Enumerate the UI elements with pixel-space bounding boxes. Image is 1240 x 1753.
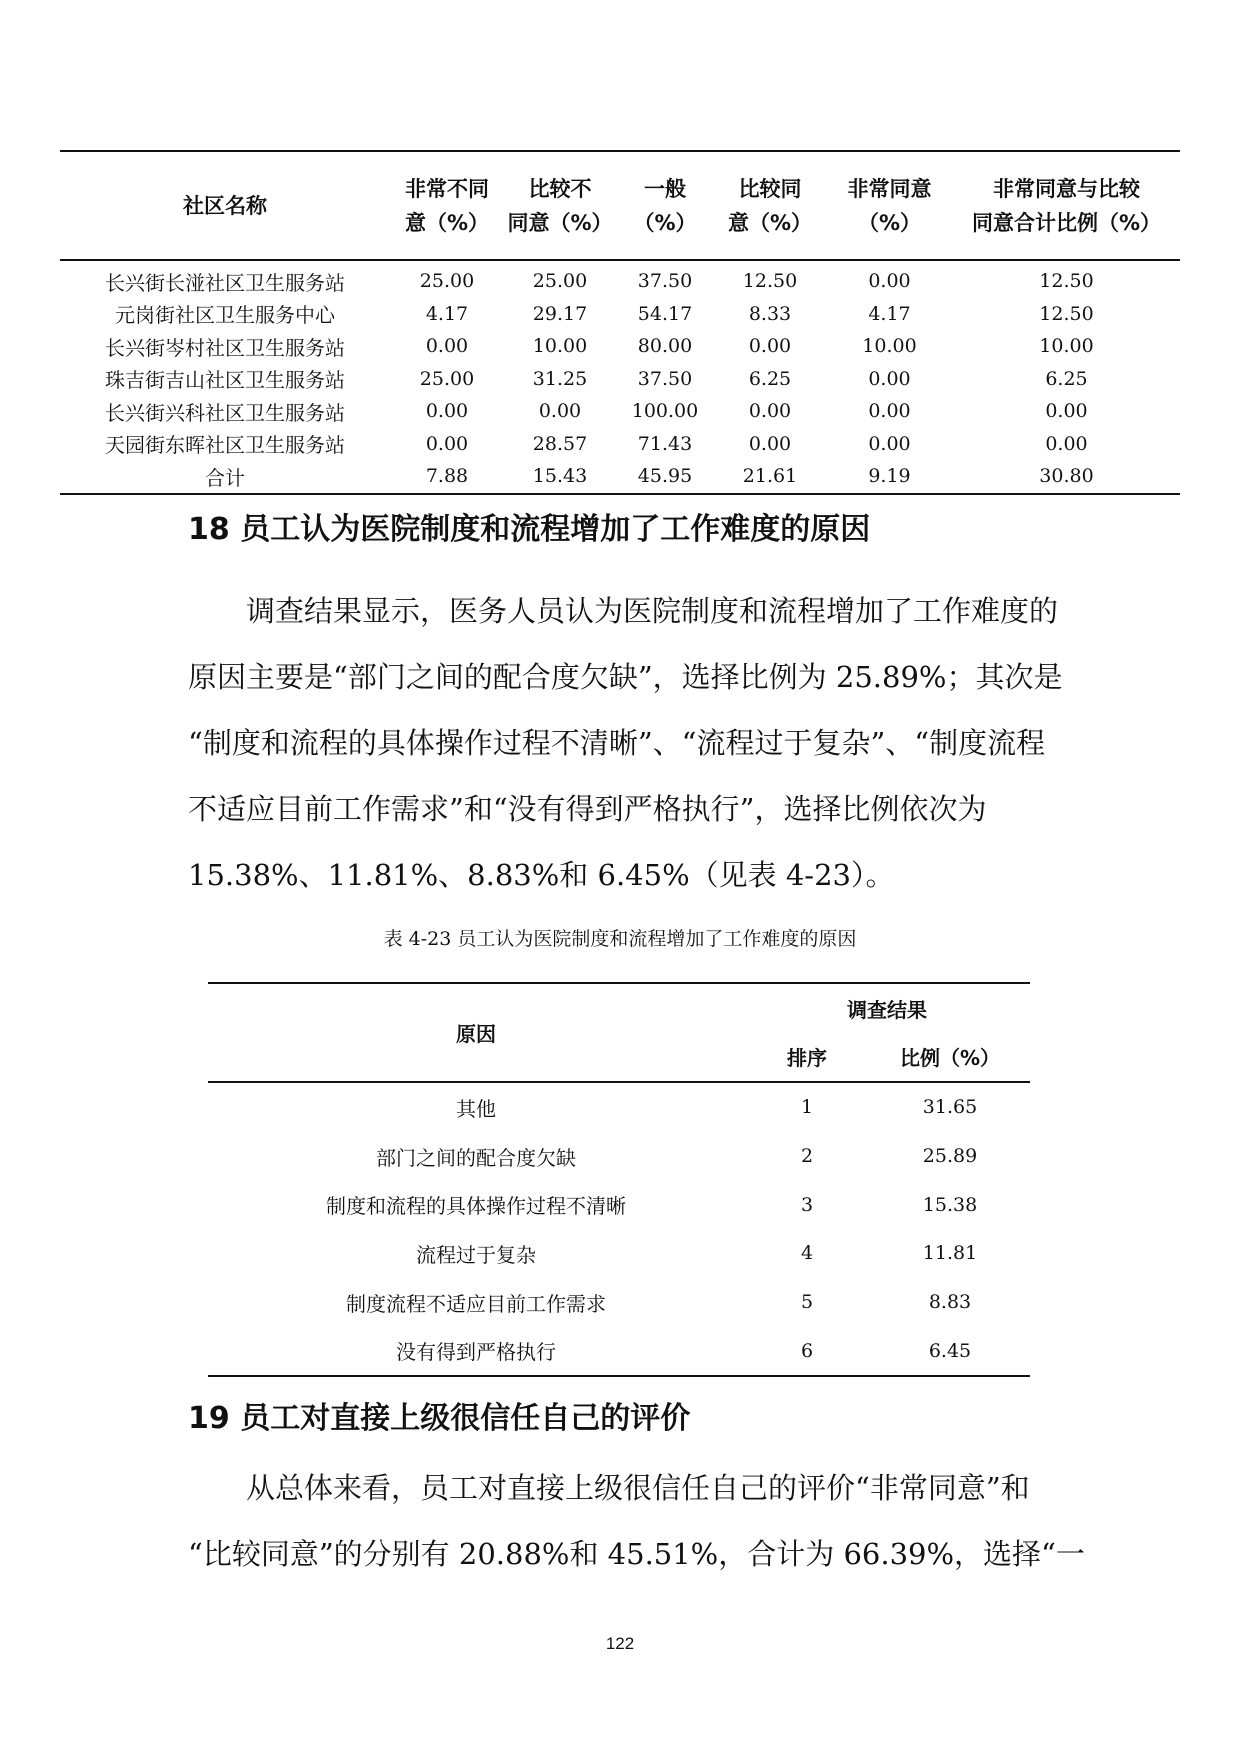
table-cell: 11.81 — [922, 1242, 978, 1265]
table-cell: 其他 — [456, 1096, 496, 1121]
table-cell: 10.00 — [1039, 335, 1094, 358]
table-cell: 12.50 — [1039, 302, 1094, 325]
table-cell: 合计 — [205, 465, 245, 490]
table-cell: 长兴街岑村社区卫生服务站 — [105, 335, 345, 360]
table-cell: 0.00 — [748, 432, 792, 455]
header-rank: 排序 — [787, 1046, 827, 1070]
table-cell: 元岗街社区卫生服务中心 — [115, 303, 335, 328]
table-cell: 28.57 — [532, 432, 588, 455]
table-cell: 5 — [800, 1291, 814, 1314]
table-row — [60, 395, 1180, 428]
table-row — [208, 1278, 1030, 1327]
table-cell: 2 — [800, 1145, 814, 1168]
paragraph-line: “比较同意”的分别有 20.88%和 45.51%，合计为 66.39%，选择“一 — [188, 1537, 1085, 1571]
table-header-row — [208, 983, 1030, 1032]
table-cell: 0.00 — [868, 270, 911, 293]
section-18-paragraph — [188, 578, 1063, 908]
community-satisfaction-table — [60, 150, 1180, 495]
table-row — [60, 363, 1180, 396]
table-cell: 1 — [800, 1096, 814, 1119]
table-row — [208, 1229, 1030, 1278]
table-cell: 0.00 — [538, 400, 582, 423]
table-cell: 9.19 — [868, 465, 911, 488]
table-cell: 6.25 — [1045, 367, 1088, 390]
table-cell: 100.00 — [631, 400, 699, 423]
header-community-name: 社区名称 — [183, 193, 267, 218]
table-cell: 25.00 — [419, 367, 475, 390]
table-cell: 80.00 — [637, 335, 693, 358]
table-cell: 10.00 — [532, 335, 588, 358]
table-cell: 6.45 — [928, 1339, 972, 1362]
table-cell: 0.00 — [1045, 432, 1088, 455]
table-cell: 25.89 — [922, 1145, 978, 1168]
table-cell: 45.95 — [637, 465, 693, 488]
table-cell: 珠吉街吉山社区卫生服务站 — [105, 368, 345, 393]
page-number: 122 — [605, 1634, 635, 1653]
table-cell: 6 — [800, 1339, 814, 1362]
table-cell: 0.00 — [748, 400, 792, 423]
table-cell: 部门之间的配合度欠缺 — [376, 1145, 576, 1170]
table-cell: 0.00 — [868, 400, 911, 423]
table-cell: 30.80 — [1039, 465, 1094, 488]
table-cell: 8.33 — [748, 302, 792, 325]
table-cell: 0.00 — [425, 432, 469, 455]
table-cell: 8.83 — [928, 1291, 972, 1314]
table-row — [208, 1132, 1030, 1181]
table-cell: 71.43 — [637, 432, 693, 455]
header-agree: 比较同 意（%） — [727, 176, 813, 235]
table-cell: 31.65 — [922, 1096, 978, 1119]
table-cell: 3 — [800, 1193, 814, 1216]
table-row — [60, 260, 1180, 298]
paragraph-line: 原因主要是“部门之间的配合度欠缺”，选择比例为 25.89%；其次是 — [188, 660, 1063, 694]
table-cell: 10.00 — [862, 335, 917, 358]
table-cell: 37.50 — [637, 270, 693, 293]
table-cell: 0.00 — [1045, 400, 1088, 423]
table-header-row — [60, 151, 1180, 260]
table-cell: 15.43 — [532, 465, 588, 488]
table-cell: 12.50 — [742, 270, 798, 293]
table-row — [208, 1180, 1030, 1229]
section-19-heading: 19 员工对直接上级很信任自己的评价 — [188, 1401, 691, 1436]
header-strongly-agree: 非常同意（%） — [847, 176, 932, 235]
header-strongly-disagree: 非常不同 意（%） — [404, 176, 490, 235]
section-18-heading: 18 员工认为医院制度和流程增加了工作难度的原因 — [188, 512, 871, 547]
table-cell: 天园街东晖社区卫生服务站 — [105, 433, 345, 458]
table-row — [208, 1326, 1030, 1376]
paragraph-line: “制度和流程的具体操作过程不清晰”、“流程过于复杂”、“制度流程 — [188, 726, 1046, 760]
table-cell: 31.25 — [532, 367, 588, 390]
table-cell: 37.50 — [637, 367, 693, 390]
paragraph-line: 从总体来看，员工对直接上级很信任自己的评价“非常同意”和 — [246, 1471, 1030, 1505]
table-cell: 流程过于复杂 — [416, 1242, 536, 1267]
paragraph-line: 15.38%、11.81%、8.83%和 6.45%（见表 4-23）。 — [188, 858, 895, 892]
header-disagree: 比较不 同意（%） — [507, 176, 613, 235]
table-cell: 长兴街兴科社区卫生服务站 — [105, 400, 345, 425]
table-row — [60, 330, 1180, 363]
table-4-23-caption: 表 4-23 员工认为医院制度和流程增加了工作难度的原因 — [383, 928, 857, 950]
table-cell: 0.00 — [868, 367, 911, 390]
table-cell: 7.88 — [425, 465, 469, 488]
table-total-row — [60, 460, 1180, 494]
table-cell: 制度流程不适应目前工作需求 — [346, 1291, 606, 1316]
table-cell: 4.17 — [425, 302, 469, 325]
table-cell: 没有得到严格执行 — [396, 1340, 556, 1365]
table-cell: 制度和流程的具体操作过程不清晰 — [326, 1194, 626, 1219]
table-cell: 12.50 — [1039, 270, 1094, 293]
paragraph-line: 不适应目前工作需求”和“没有得到严格执行”，选择比例依次为 — [188, 792, 987, 826]
table-cell: 0.00 — [868, 432, 911, 455]
table-cell: 4.17 — [868, 302, 911, 325]
header-agree-total: 非常同意与比较 同意合计比例（%） — [971, 176, 1162, 235]
header-survey-result: 调查结果 — [847, 997, 927, 1022]
table-cell: 0.00 — [425, 400, 469, 423]
section-19-paragraph — [188, 1455, 1085, 1587]
table-cell: 0.00 — [748, 335, 792, 358]
header-neutral: 一般 （%） — [633, 176, 697, 235]
paragraph-line: 调查结果显示，医务人员认为医院制度和流程增加了工作难度的 — [246, 594, 1059, 628]
table-cell: 6.25 — [748, 367, 792, 390]
table-cell: 0.00 — [425, 335, 469, 358]
table-row — [208, 1082, 1030, 1132]
header-reason: 原因 — [456, 1022, 496, 1046]
table-row — [60, 298, 1180, 331]
table-cell: 4 — [800, 1242, 814, 1265]
table-cell: 29.17 — [532, 302, 588, 325]
table-cell: 25.00 — [532, 270, 588, 293]
table-cell: 21.61 — [742, 465, 798, 488]
table-cell: 长兴街长湴社区卫生服务站 — [105, 270, 345, 295]
table-cell: 54.17 — [637, 302, 693, 325]
table-cell: 25.00 — [419, 270, 475, 293]
table-cell: 15.38 — [922, 1193, 978, 1216]
reasons-table — [208, 982, 1030, 1377]
header-ratio: 比例（%） — [899, 1046, 1001, 1070]
table-row — [60, 428, 1180, 461]
